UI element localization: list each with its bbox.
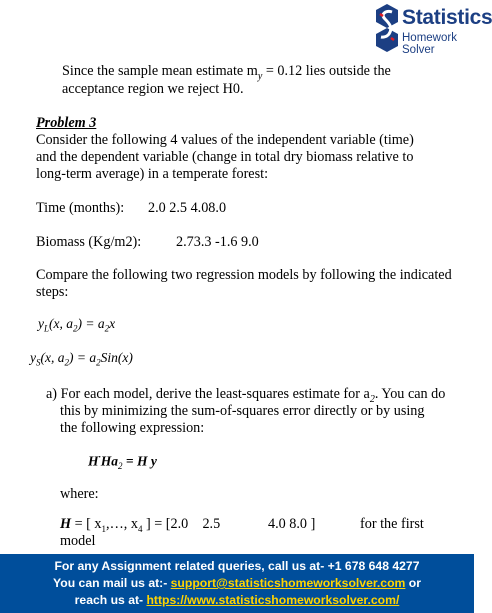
h-matrix-suffix: for the first bbox=[360, 516, 424, 532]
time-label: Time (months): bbox=[36, 200, 125, 216]
text-line-2: acceptance region we reject H0. bbox=[62, 81, 244, 97]
footer-line-2 bbox=[0, 575, 474, 592]
equation-linear: $y_L(x$, $a_2) = a_2x$ bbox=[38, 316, 116, 334]
footer-line-3 bbox=[0, 592, 474, 609]
h-matrix-values: 4.0 8.0 ] bbox=[268, 516, 316, 532]
item-a-line-3: the following expression: bbox=[60, 420, 205, 436]
time-values: 2.0 2.5 4.08.0 bbox=[148, 200, 227, 216]
logo-title: Statistics bbox=[402, 6, 492, 29]
equation-sine: $y_S(x$, $a_2) = a_2Sin(x)$ bbox=[30, 350, 133, 368]
paragraph-line: long-term average) in a temperate forest: bbox=[36, 166, 269, 182]
problem-heading: Problem 3 bbox=[36, 115, 97, 131]
website-link[interactable]: https://www.statisticshomeworksolver.com/ bbox=[146, 593, 400, 607]
paragraph-line: Compare the following two regression models by following the indicated bbox=[36, 267, 452, 283]
paragraph-line: steps: bbox=[36, 284, 69, 300]
subscript: 2 bbox=[369, 393, 375, 405]
where-label: where: bbox=[60, 486, 99, 502]
text-span: . You can do bbox=[374, 386, 446, 402]
equation-normal: $H^\cdot Ha_2 = H$ y bbox=[88, 452, 157, 472]
paragraph-line: Consider the following 4 values of the independent variable (time) bbox=[36, 132, 414, 148]
biomass-label: Biomass (Kg/m2): bbox=[36, 234, 142, 250]
h-matrix-line: H = [ $x_1,\dots$, $x_4$ ] = [2.0 2.5 bbox=[60, 516, 221, 534]
footer-banner bbox=[0, 554, 474, 613]
footer-line-1: For any Assignment related queries, call us at- +1 678 648 4277 bbox=[54, 559, 420, 573]
support-email-link[interactable]: support@statisticshomeworksolver.com bbox=[170, 576, 406, 590]
paragraph-line: and the dependent variable (change in total dry biomass relative to bbox=[36, 149, 414, 165]
text-span: = 0.12 lies outside the bbox=[262, 63, 391, 79]
item-a-line-2: this by minimizing the sum-of-squares error directly or by using bbox=[60, 403, 425, 419]
logo-emblem-icon bbox=[372, 2, 402, 54]
text-span: Since the sample mean estimate m bbox=[62, 63, 258, 79]
logo-subtitle: Homework Solver bbox=[402, 32, 457, 56]
footer-text: You can mail us at:- bbox=[53, 576, 171, 590]
footer-text: or bbox=[405, 576, 421, 590]
brand-logo bbox=[372, 2, 492, 56]
model-word: model bbox=[60, 533, 96, 549]
biomass-values: 2.73.3 -1.6 9.0 bbox=[176, 234, 259, 250]
subscript: y bbox=[257, 70, 263, 82]
text-span: a) For each model, derive the least-squares estimate for a bbox=[46, 386, 370, 402]
footer-text: reach us at- bbox=[74, 593, 147, 607]
